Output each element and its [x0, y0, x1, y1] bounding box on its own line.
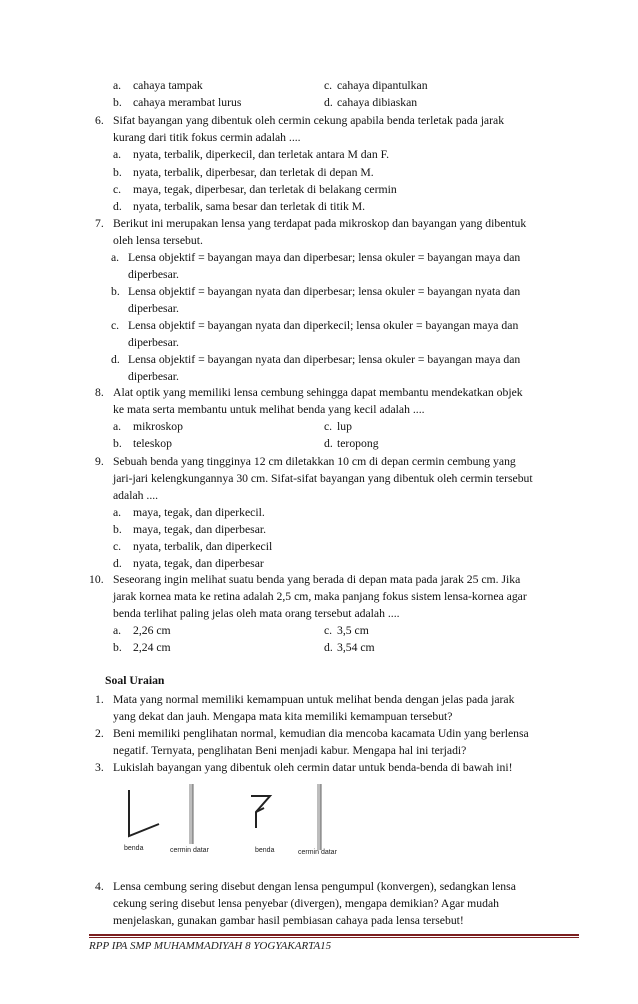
- q6-option-b-text: nyata, terbalik, diperbesar, dan terletak di depan M.: [133, 166, 374, 179]
- object-l-shape: [129, 790, 159, 836]
- q9-option-c-text: nyata, terbalik, dan diperkecil: [133, 540, 273, 553]
- q8-question-line2: ke mata serta membantu untuk melihat benda yang kecil adalah ....: [113, 403, 425, 416]
- q6-option-a-text: nyata, terbalik, diperkecil, dan terletak antara M dan F.: [133, 148, 390, 161]
- q5-option-d-label: d.: [324, 96, 333, 109]
- caption-benda-2: benda: [255, 847, 275, 854]
- q7-option-a-label: a.: [111, 251, 120, 264]
- q8-option-b-label: b.: [113, 437, 122, 450]
- q8-option-b-text: teleskop: [133, 437, 172, 450]
- q6-option-c-label: c.: [113, 183, 122, 196]
- q8-option-a-label: a.: [113, 420, 122, 433]
- q9-option-a-text: maya, tegak, dan diperkecil.: [133, 506, 265, 519]
- q9-option-b-label: b.: [113, 523, 122, 536]
- q7-option-a-text-cont: diperbesar.: [128, 268, 179, 281]
- mirror-figure: [110, 772, 450, 862]
- q5-option-a-text: cahaya tampak: [133, 79, 203, 92]
- q10-option-a-text: 2,26 cm: [133, 624, 171, 637]
- q7-option-a-text: Lensa objektif = bayangan maya dan diperbesar; lensa okuler = bayangan maya dan: [128, 251, 521, 264]
- q8-option-a-text: mikroskop: [133, 420, 183, 433]
- q9-question-line2: jari-jari kelengkungannya 30 cm. Sifat-sifat bayangan yang dibentuk oleh cermin tersebut: [113, 472, 533, 485]
- q6-option-d-label: d.: [113, 200, 122, 213]
- q9-option-d-label: d.: [113, 557, 122, 570]
- caption-benda-1: benda: [124, 845, 144, 852]
- uraian-q4-number: 4.: [95, 880, 104, 893]
- uraian-q3-line1: Lukislah bayangan yang dibentuk oleh cermin datar untuk benda-benda di bawah ini!: [113, 761, 513, 774]
- q7-option-b-text: Lensa objektif = bayangan nyata dan diperbesar; lensa okuler = bayangan nyata dan: [128, 285, 521, 298]
- caption-cermin-datar-2: cermin datar: [298, 849, 337, 856]
- q10-option-b-label: b.: [113, 641, 122, 654]
- q10-option-c-text: 3,5 cm: [337, 624, 369, 637]
- q7-option-d-label: d.: [111, 353, 120, 366]
- q7-option-b-text-cont: diperbesar.: [128, 302, 179, 315]
- uraian-q4-line3: menjelaskan, gunakan gambar hasil pembiasan cahaya pada lensa tersebut!: [113, 914, 464, 927]
- footer-rule-thick: [89, 934, 579, 936]
- uraian-q2-line2: negatif. Ternyata, penglihatan Beni menjadi kabur. Mengapa hal ini terjadi?: [113, 744, 467, 757]
- q5-option-a-label: a.: [113, 79, 122, 92]
- q7-option-c-text-cont: diperbesar.: [128, 336, 179, 349]
- q6-option-b-label: b.: [113, 166, 122, 179]
- q10-question-line2: jarak kornea mata ke retina adalah 2,5 cm, maka panjang fokus sistem lensa-kornea agar: [113, 590, 527, 603]
- q8-option-c-text: lup: [337, 420, 352, 433]
- q5-option-b-text: cahaya merambat lurus: [133, 96, 242, 109]
- section-heading-soal-uraian: Soal Uraian: [105, 674, 165, 687]
- q7-option-c-text: Lensa objektif = bayangan nyata dan diperkecil; lensa okuler = bayangan maya dan: [128, 319, 519, 332]
- uraian-q3-number: 3.: [95, 761, 104, 774]
- caption-cermin-datar-1: cermin datar: [170, 847, 209, 854]
- q10-number: 10.: [89, 573, 104, 586]
- q7-option-b-label: b.: [111, 285, 120, 298]
- q9-number: 9.: [95, 455, 104, 468]
- q8-question-line1: Alat optik yang memiliki lensa cembung sehingga dapat membantu mendekatkan objek: [113, 386, 523, 399]
- q9-option-a-label: a.: [113, 506, 122, 519]
- q7-option-c-label: c.: [111, 319, 120, 332]
- q10-option-d-text: 3,54 cm: [337, 641, 375, 654]
- q9-option-c-label: c.: [113, 540, 122, 553]
- q7-option-d-text: Lensa objektif = bayangan nyata dan diperbesar; lensa okuler = bayangan maya dan: [128, 353, 521, 366]
- uraian-q1-number: 1.: [95, 693, 104, 706]
- q8-number: 8.: [95, 386, 104, 399]
- q10-question-line1: Seseorang ingin melihat suatu benda yang berada di depan mata pada jarak 25 cm. Jika: [113, 573, 521, 586]
- q6-question-line1: Sifat bayangan yang dibentuk oleh cermin cekung apabila benda terletak pada jarak: [113, 114, 505, 127]
- q6-option-d-text: nyata, terbalik, sama besar dan terletak di titik M.: [133, 200, 366, 213]
- uraian-q4-line2: cekung sering disebut lensa penyebar (divergen), mengapa demikian? Agar mudah: [113, 897, 499, 910]
- q9-question-line1: Sebuah benda yang tingginya 12 cm diletakkan 10 cm di depan cermin cembung yang: [113, 455, 516, 468]
- q5-option-c-text: cahaya dipantulkan: [337, 79, 428, 92]
- uraian-q1-line1: Mata yang normal memiliki kemampuan untuk melihat benda dengan jelas pada jarak: [113, 693, 515, 706]
- mirror-figure-drawing: [110, 772, 450, 862]
- q10-option-c-label: c.: [324, 624, 333, 637]
- mirror-1: [189, 784, 193, 844]
- q6-option-c-text: maya, tegak, diperbesar, dan terletak di belakang cermin: [133, 183, 397, 196]
- q8-option-d-label: d.: [324, 437, 333, 450]
- q8-option-d-text: teropong: [337, 437, 379, 450]
- q10-option-d-label: d.: [324, 641, 333, 654]
- q6-number: 6.: [95, 114, 104, 127]
- footer-text: RPP IPA SMP MUHAMMADIYAH 8 YOGYAKARTA15: [89, 940, 332, 952]
- mirror-2: [317, 784, 321, 850]
- q5-option-d-text: cahaya dibiaskan: [337, 96, 418, 109]
- uraian-q2-line1: Beni memiliki penglihatan normal, kemudian dia mencoba kacamata Udin yang berlensa: [113, 727, 529, 740]
- uraian-q2-number: 2.: [95, 727, 104, 740]
- q8-option-c-label: c.: [324, 420, 333, 433]
- q10-question-line3: benda terlihat paling jelas oleh mata orang tersebut adalah ....: [113, 607, 400, 620]
- q6-question-line2: kurang dari titik fokus cermin adalah ....: [113, 131, 301, 144]
- q6-option-a-label: a.: [113, 148, 122, 161]
- q10-option-b-text: 2,24 cm: [133, 641, 171, 654]
- uraian-q4-line1: Lensa cembung sering disebut dengan lensa pengumpul (konvergen), sedangkan lensa: [113, 880, 516, 893]
- object-zig-shape: [251, 796, 270, 828]
- q10-option-a-label: a.: [113, 624, 122, 637]
- q9-question-line3: adalah ....: [113, 489, 159, 502]
- uraian-q1-line2: yang dekat dan jauh. Mengapa mata kita memiliki kemampuan tersebut?: [113, 710, 453, 723]
- q7-question-line2: oleh lensa tersebut.: [113, 234, 203, 247]
- q7-question-line1: Berikut ini merupakan lensa yang terdapat pada mikroskop dan bayangan yang dibentuk: [113, 217, 527, 230]
- q7-number: 7.: [95, 217, 104, 230]
- footer-rule-thin: [89, 937, 579, 938]
- q7-option-d-text-cont: diperbesar.: [128, 370, 179, 383]
- q9-option-d-text: nyata, tegak, dan diperbesar: [133, 557, 264, 570]
- q5-option-b-label: b.: [113, 96, 122, 109]
- q9-option-b-text: maya, tegak, dan diperbesar.: [133, 523, 267, 536]
- q5-option-c-label: c.: [324, 79, 333, 92]
